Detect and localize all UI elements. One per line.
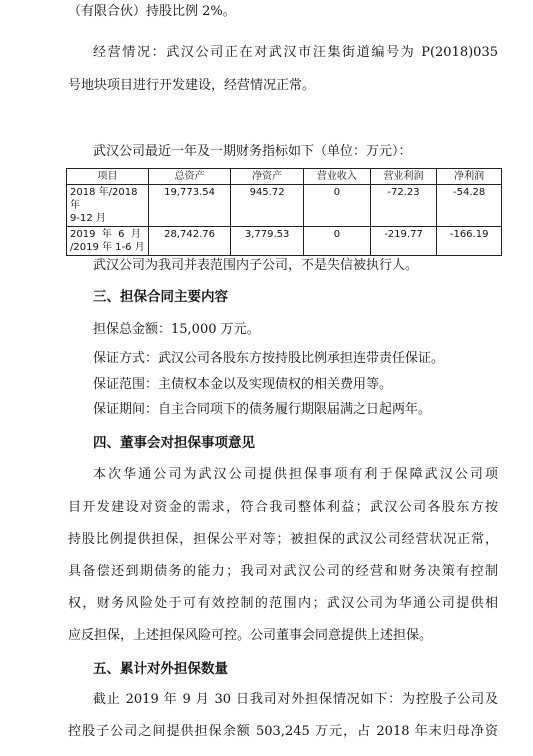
table-header-revenue: 营业收入 <box>304 169 371 185</box>
text-line-board-opinion: 权，财务风险处于可有效控制的范围内；武汉公司为华通公司提供相 <box>68 596 498 611</box>
text-line-cumulative-guarantee: 控股子公司之间提供担保余额 503,245 万元，占 2018 年末归母净资 <box>68 724 498 739</box>
table-cell-revenue: 0 <box>304 185 371 227</box>
period-label-line: /2019 年 1-6 月 <box>70 242 145 253</box>
table-cell-operating-profit: -72.23 <box>370 185 437 227</box>
table-cell-net-assets: 3,779.53 <box>231 227 304 256</box>
text-line-board-opinion: 具备偿还到期债务的能力；我司对武汉公司的经营和财务决策有控制 <box>68 564 498 579</box>
text-line-operations-cont: 号地块项目进行开发建设，经营情况正常。 <box>68 78 316 93</box>
text-line-board-opinion: 持股比例提供担保，担保公平对等；被担保的武汉公司经营状况正常， <box>68 532 498 547</box>
text-line-board-opinion: 本次华通公司为武汉公司提供担保事项有利于保障武汉公司项 <box>93 467 498 482</box>
table-cell-net-profit: -166.19 <box>437 227 502 256</box>
text-line-operations: 经营情况：武汉公司正在对武汉市汪集街道编号为 P(2018)035 <box>93 45 498 60</box>
text-line-cumulative-guarantee: 截止 2019 年 9 月 30 日我司对外担保情况如下：为控股子公司及 <box>93 692 498 707</box>
text-line-guarantee-period: 保证期间：自主合同项下的债务履行期限届满之日起两年。 <box>93 402 432 417</box>
period-label-line: 2018 年/2018 年 <box>70 187 138 211</box>
table-cell-net-profit: -54.28 <box>437 185 502 227</box>
text-line-subsidiary-status: 武汉公司为我司并表范围内子公司，不是失信被执行人。 <box>93 258 419 273</box>
text-line-guarantee-method: 保证方式：武汉公司各股东方按持股比例承担连带责任保证。 <box>93 351 445 366</box>
table-cell-total-assets: 28,742.76 <box>149 227 231 256</box>
section-heading-board-opinion: 四、董事会对担保事项意见 <box>93 435 255 451</box>
text-line-board-opinion: 目开发建设对资金的需求，符合我司整体利益；武汉公司各股东方按 <box>68 500 498 515</box>
table-cell-period <box>67 227 149 256</box>
table-header-row <box>67 169 502 185</box>
table-cell-total-assets: 19,773.54 <box>149 185 231 227</box>
table-header-item: 项目 <box>67 169 149 185</box>
section-heading-contract: 三、担保合同主要内容 <box>93 289 228 305</box>
table-row <box>67 185 502 227</box>
table-header-operating-profit: 营业利润 <box>370 169 437 185</box>
text-line-financial-intro: 武汉公司最近一年及一期财务指标如下（单位：万元）： <box>93 144 412 159</box>
text-line-ownership-ratio: （有限合伙）持股比例 2%。 <box>68 4 236 19</box>
financial-indicators-table <box>66 168 502 256</box>
table-header-net-profit: 净利润 <box>437 169 502 185</box>
text-line-guarantee-amount: 担保总金额：15,000 万元。 <box>93 322 260 337</box>
section-heading-cumulative-guarantee: 五、累计对外担保数量 <box>93 661 228 677</box>
table-cell-operating-profit: -219.77 <box>370 227 437 256</box>
text-line-guarantee-scope: 保证范围：主债权本金以及实现债权的相关费用等。 <box>93 377 393 392</box>
table-header-total-assets: 总资产 <box>149 169 231 185</box>
table-header-net-assets: 净资产 <box>231 169 304 185</box>
period-label-line: 9-12 月 <box>70 213 106 224</box>
period-label-line: 2019 年 6 月 <box>70 229 141 240</box>
text-line-board-opinion: 应反担保，上述担保风险可控。公司董事会同意提供上述担保。 <box>68 628 433 643</box>
table-cell-period <box>67 185 149 227</box>
table-cell-net-assets: 945.72 <box>231 185 304 227</box>
table-cell-revenue: 0 <box>304 227 371 256</box>
table-row <box>67 227 502 256</box>
